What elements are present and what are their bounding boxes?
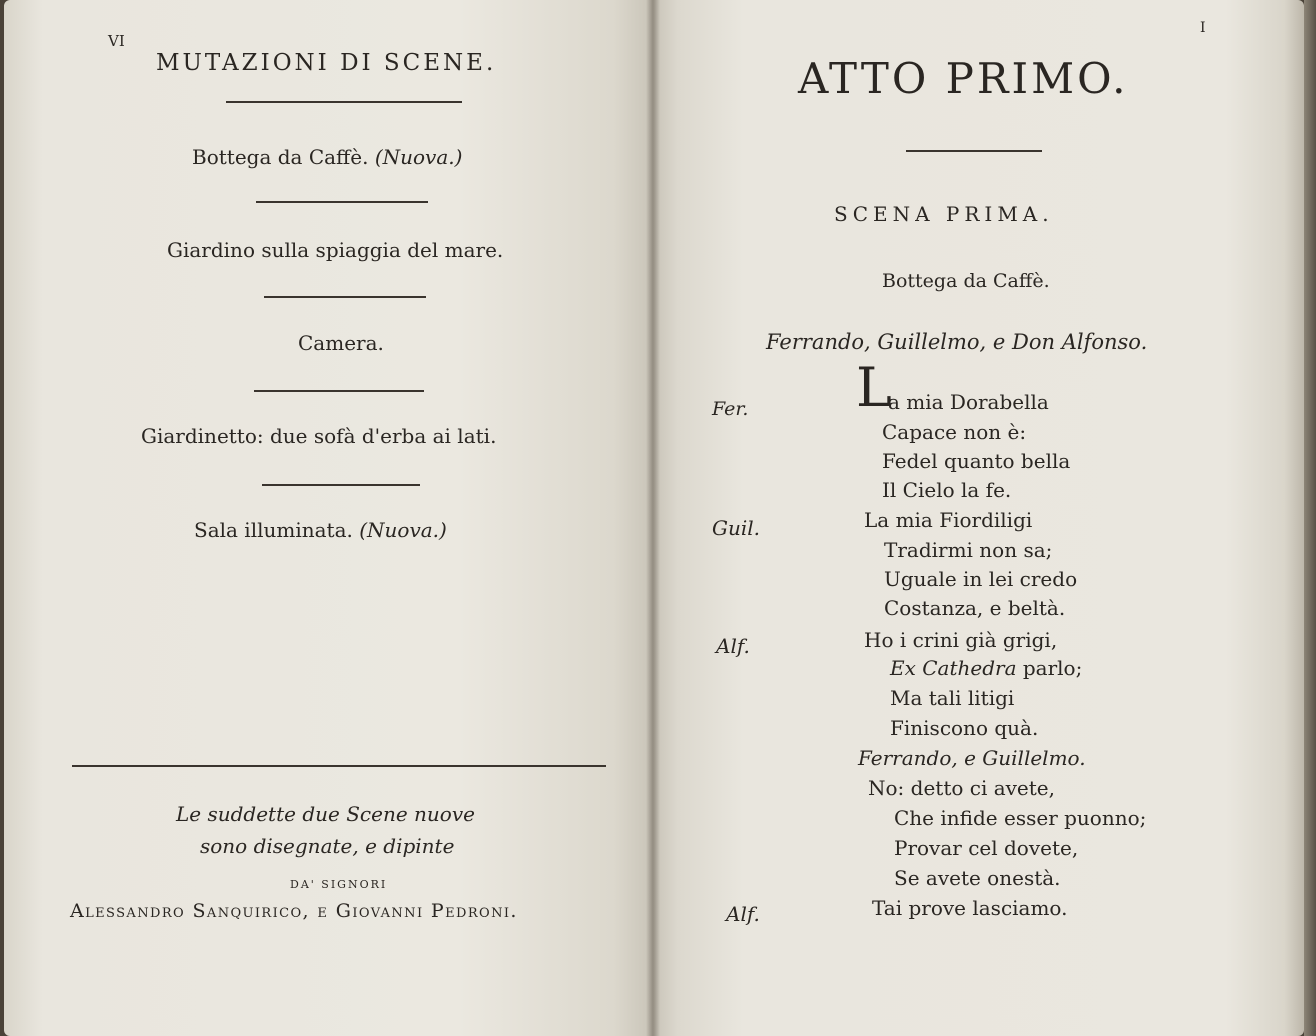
verse-line: Che infide esser puonno; [894,806,1147,830]
left-page [4,0,652,1036]
speaker-label: Guil. [712,516,761,540]
drop-cap: L [856,356,892,419]
credit-line: sono disegnate, e dipinte [200,834,455,858]
page-heading: MUTAZIONI DI SCENE. [156,50,497,76]
divider [264,296,426,298]
verse-line: Finiscono quà. [890,716,1039,740]
scene-item: Sala illuminata. (Nuova.) [194,518,447,542]
verse-line: Provar cel dovete, [894,836,1079,860]
page-number-right: I [1200,20,1206,36]
credit-names: Alessandro Sanquirico, e Giovanni Pedroni. [70,900,518,922]
character-list: Ferrando, Guillelmo, e Don Alfonso. [766,330,1148,354]
divider [254,390,424,392]
scene-item: Giardinetto: due sofà d'erba ai lati. [141,424,497,448]
divider [906,150,1042,152]
verse-line: Tradirmi non sa; [884,538,1053,562]
book-edge [1304,0,1316,1036]
verse-line: Tai prove lasciamo. [872,896,1068,920]
speaker-label: Alf. [716,634,750,658]
verse-line: Capace non è: [882,420,1027,444]
credit-line: DA' SIGNORI [290,878,388,891]
divider [262,484,420,486]
divider [72,765,606,767]
verse-line: La mia Fiordiligi [864,508,1033,532]
page-number-left: VI [108,32,125,50]
book-gutter [646,0,660,1036]
verse-line: Ma tali litigi [890,686,1015,710]
scene-item: Giardino sulla spiaggia del mare. [167,238,504,262]
credit-line: Le suddette due Scene nuove [176,802,475,826]
scene-item: Camera. [298,331,384,355]
verse-line: No: detto ci avete, [868,776,1055,800]
verse-line: Uguale in lei credo [884,567,1078,591]
verse-line: Ho i crini già grigi, [864,628,1058,652]
act-title: ATTO PRIMO. [798,54,1129,103]
verse-line: Il Cielo la fe. [882,478,1012,502]
right-page [652,0,1304,1036]
divider [256,201,428,203]
speaker-label: Alf. [726,902,760,926]
scene-item: Bottega da Caffè. (Nuova.) [192,145,463,169]
speaker-label: Fer. [712,398,749,420]
verse-line: Ex Cathedra parlo; [890,656,1083,680]
latin-phrase: Ex Cathedra [890,656,1017,680]
scene-title: SCENA PRIMA. [834,202,1054,226]
verse-line: Costanza, e beltà. [884,596,1066,620]
verse-line: Fedel quanto bella [882,449,1071,473]
divider [226,101,462,103]
verse-line: a mia Dorabella [888,390,1049,414]
verse-line: Se avete onestà. [894,866,1061,890]
scene-setting: Bottega da Caffè. [882,270,1050,292]
speaker-label: Ferrando, e Guillelmo. [858,746,1086,770]
